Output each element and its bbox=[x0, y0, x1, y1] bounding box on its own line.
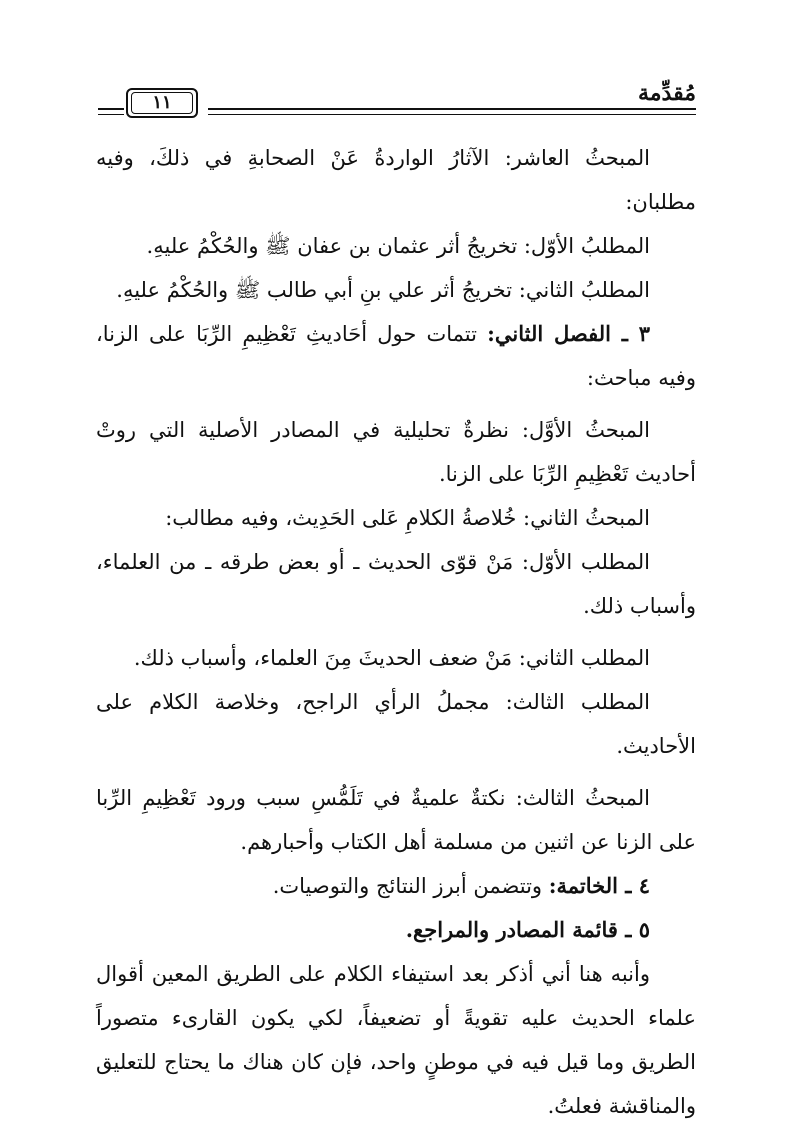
section-label: ٥ ـ قائمة المصادر والمراجع. bbox=[405, 917, 650, 942]
paragraph-text: المطلب الثالث: مجملُ الرأي الراجح، وخلاصة الكلام على الأحاديث. bbox=[96, 690, 696, 758]
paragraph-text: المبحثُ الثاني: خُلاصةُ الكلامِ عَلى الحَدِيث، وفيه مطالب: bbox=[165, 506, 650, 530]
paragraph-text: المبحثُ الثالث: نكتةٌ علميةٌ في تَلَمُّسِ سبب ورود تَعْظِيمِ الرِّبا على الزنا عن اثنين من مسلمة أهل الكتاب وأحبارهم. bbox=[96, 786, 696, 854]
header-rule-left bbox=[98, 108, 124, 115]
paragraph bbox=[96, 496, 696, 540]
section-label: ٤ ـ الخاتمة: bbox=[548, 873, 650, 898]
header-rule bbox=[208, 108, 696, 115]
paragraph bbox=[96, 136, 696, 224]
paragraph bbox=[96, 776, 696, 864]
paragraph bbox=[96, 408, 696, 496]
paragraph bbox=[96, 864, 696, 908]
paragraph-text: المبحثُ الأوَّل: نظرةٌ تحليلية في المصادر الأصلية التي روتْ أحاديث تَعْظِيمِ الرِّبَا على الزنا. bbox=[96, 418, 696, 486]
paragraph-text: المطلبُ الأوّل: تخريجُ أثر عثمان بن عفان ﷺ والحُكْمُ عليهِ. bbox=[146, 234, 650, 258]
paragraph-text: المطلب الأوّل: مَنْ قوّى الحديث ـ أو بعض طرقه ـ من العلماء، وأسباب ذلك. bbox=[96, 550, 696, 618]
paragraph bbox=[96, 224, 696, 268]
paragraph bbox=[96, 312, 696, 400]
paragraph bbox=[96, 636, 696, 680]
page-body bbox=[96, 136, 696, 1128]
paragraph bbox=[96, 908, 696, 952]
paragraph bbox=[96, 952, 696, 1128]
paragraph bbox=[96, 540, 696, 628]
paragraph-text: المبحثُ العاشر: الآثارُ الواردةُ عَنْ الصحابةِ في ذلكَ، وفيه مطلبان: bbox=[96, 146, 696, 214]
paragraph bbox=[96, 268, 696, 312]
paragraph-text: تتمات حول أحَاديثِ تَعْظِيمِ الرِّبَا على الزنا، وفيه مباحث: bbox=[96, 322, 696, 390]
page-header bbox=[98, 78, 696, 126]
page-number-frame bbox=[126, 88, 198, 118]
paragraph-text: المطلب الثاني: مَنْ ضعف الحديثَ مِنَ العلماء، وأسباب ذلك. bbox=[133, 646, 650, 670]
running-title: مُقدِّمة bbox=[637, 80, 696, 106]
paragraph-text: وتتضمن أبرز النتائج والتوصيات. bbox=[272, 874, 549, 898]
page-number: ١١ bbox=[131, 92, 193, 114]
paragraph-text: وأنبه هنا أني أذكر بعد استيفاء الكلام على الطريق المعين أقوال علماء الحديث عليه تقويةً أو تضعيفاً، لكي يكون القارىء متصوراً الطريق وما قيل فيه في موطنٍ واحد، فإن كان هناك ما يحتاج للتعليق والمناقشة فعلتُ. bbox=[96, 962, 696, 1118]
section-label: ٣ ـ الفصل الثاني: bbox=[487, 321, 650, 346]
paragraph bbox=[96, 680, 696, 768]
paragraph-text: المطلبُ الثاني: تخريجُ أثر علي بنِ أبي طالب ﷺ والحُكْمُ عليهِ. bbox=[116, 278, 650, 302]
